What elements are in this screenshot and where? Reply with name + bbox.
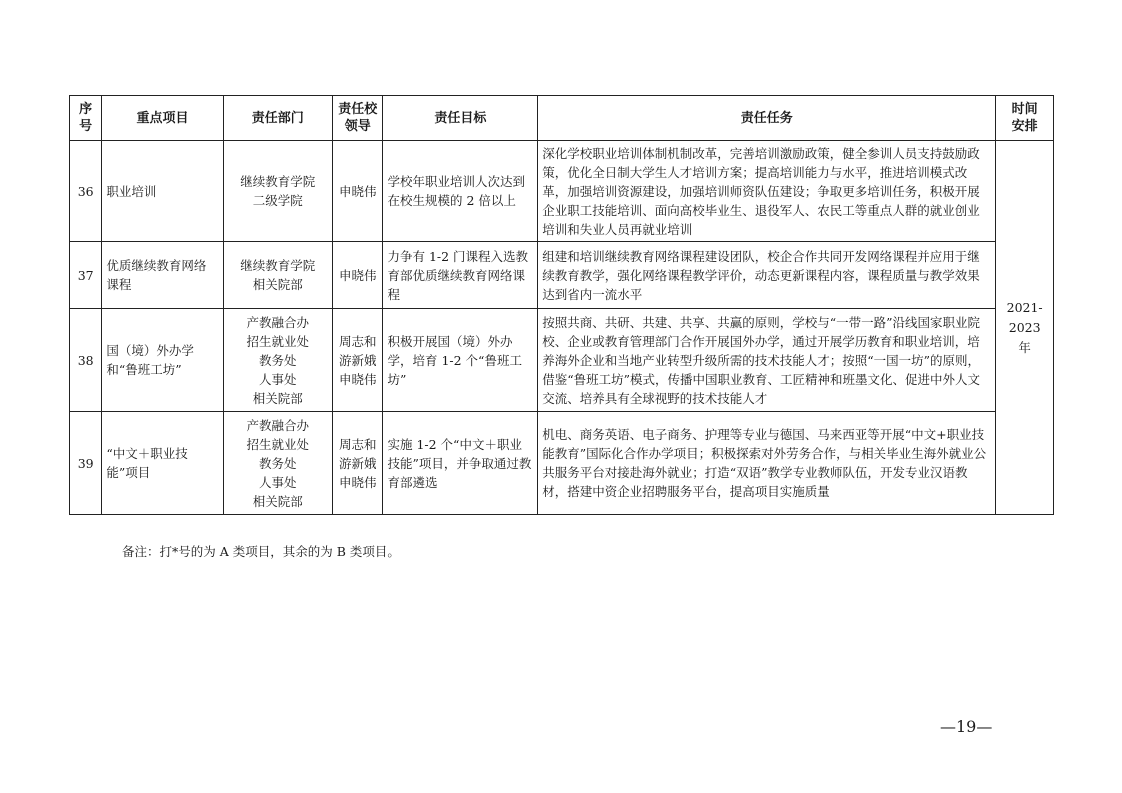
header-leader: 责任校 领导	[332, 96, 383, 141]
table-row	[70, 141, 1054, 242]
footnote: 备注：打*号的为 A 类项目，其余的为 B 类项目。	[122, 544, 400, 559]
row-project: 国（境）外办学和“鲁班工坊”	[102, 309, 223, 412]
row-department: 产教融合办 招生就业处 教务处 人事处 相关院部	[223, 309, 332, 412]
row-no: 39	[70, 412, 102, 515]
row-no: 37	[70, 242, 102, 309]
row-project: 职业培训	[102, 141, 223, 242]
row-department: 继续教育学院 相关院部	[223, 242, 332, 309]
row-task: 机电、商务英语、电子商务、护理等专业与德国、马来西亚等开展“中文+职业技能教育”国际化合作办学项目；积极探索对外劳务合作，与相关毕业生海外就业公共服务平台对接赴海外就业；打造“双语”教学专业教师队伍，开发专业汉语教材，搭建中资企业招聘服务平台，提高项目实施质量	[538, 412, 996, 515]
row-project: “中文＋职业技能”项目	[102, 412, 223, 515]
row-leader: 申晓伟	[332, 141, 383, 242]
page-number: —19—	[940, 717, 993, 736]
row-goal: 学校年职业培训人次达到在校生规模的 2 倍以上	[383, 141, 538, 242]
row-goal: 力争有 1-2 门课程入选教育部优质继续教育网络课程	[383, 242, 538, 309]
row-department: 继续教育学院 二级学院	[223, 141, 332, 242]
table-row	[70, 242, 1054, 309]
table-header-row	[70, 96, 1054, 141]
header-task: 责任任务	[538, 96, 996, 141]
header-no: 序 号	[70, 96, 102, 141]
row-no: 38	[70, 309, 102, 412]
row-task: 深化学校职业培训体制机制改革，完善培训激励政策，健全参训人员支持鼓励政策，优化全日制大学生人才培训方案；提高培训能力与水平，推进培训模式改革，加强培训资源建设，加强培训师资队伍建设；争取更多培训任务，积极开展企业职工技能培训、面向高校毕业生、退役军人、农民工等重点人群的就业创业培训和失业人员再就业培训	[538, 141, 996, 242]
row-leader: 周志和 游新娥 申晓伟	[332, 412, 383, 515]
row-goal: 实施 1-2 个“中文＋职业技能”项目，并争取通过教育部遴选	[383, 412, 538, 515]
row-project: 优质继续教育网络课程	[102, 242, 223, 309]
row-no: 36	[70, 141, 102, 242]
row-leader: 申晓伟	[332, 242, 383, 309]
key-projects-table	[69, 95, 1054, 515]
table-row	[70, 309, 1054, 412]
table-row	[70, 412, 1054, 515]
row-department: 产教融合办 招生就业处 教务处 人事处 相关院部	[223, 412, 332, 515]
row-goal: 积极开展国（境）外办学，培育 1-2 个“鲁班工坊”	[383, 309, 538, 412]
row-task: 按照共商、共研、共建、共享、共赢的原则，学校与“一带一路”沿线国家职业院校、企业或教育管理部门合作开展国外办学，通过开展学历教育和职业培训，培养海外企业和当地产业转型升级所需的技术技能人才；按照“一国一坊”的原则，借鉴“鲁班工坊”模式，传播中国职业教育、工匠精神和班墨文化、促进中外人文交流、培养具有全球视野的技术技能人才	[538, 309, 996, 412]
row-leader: 周志和 游新娥 申晓伟	[332, 309, 383, 412]
time-schedule: 2021- 2023 年	[996, 141, 1054, 515]
header-department: 责任部门	[223, 96, 332, 141]
header-time: 时间 安排	[996, 96, 1054, 141]
header-project: 重点项目	[102, 96, 223, 141]
row-task: 组建和培训继续教育网络课程建设团队，校企合作共同开发网络课程并应用于继续教育教学，强化网络课程教学评价，动态更新课程内容，课程质量与教学效果达到省内一流水平	[538, 242, 996, 309]
header-goal: 责任目标	[383, 96, 538, 141]
